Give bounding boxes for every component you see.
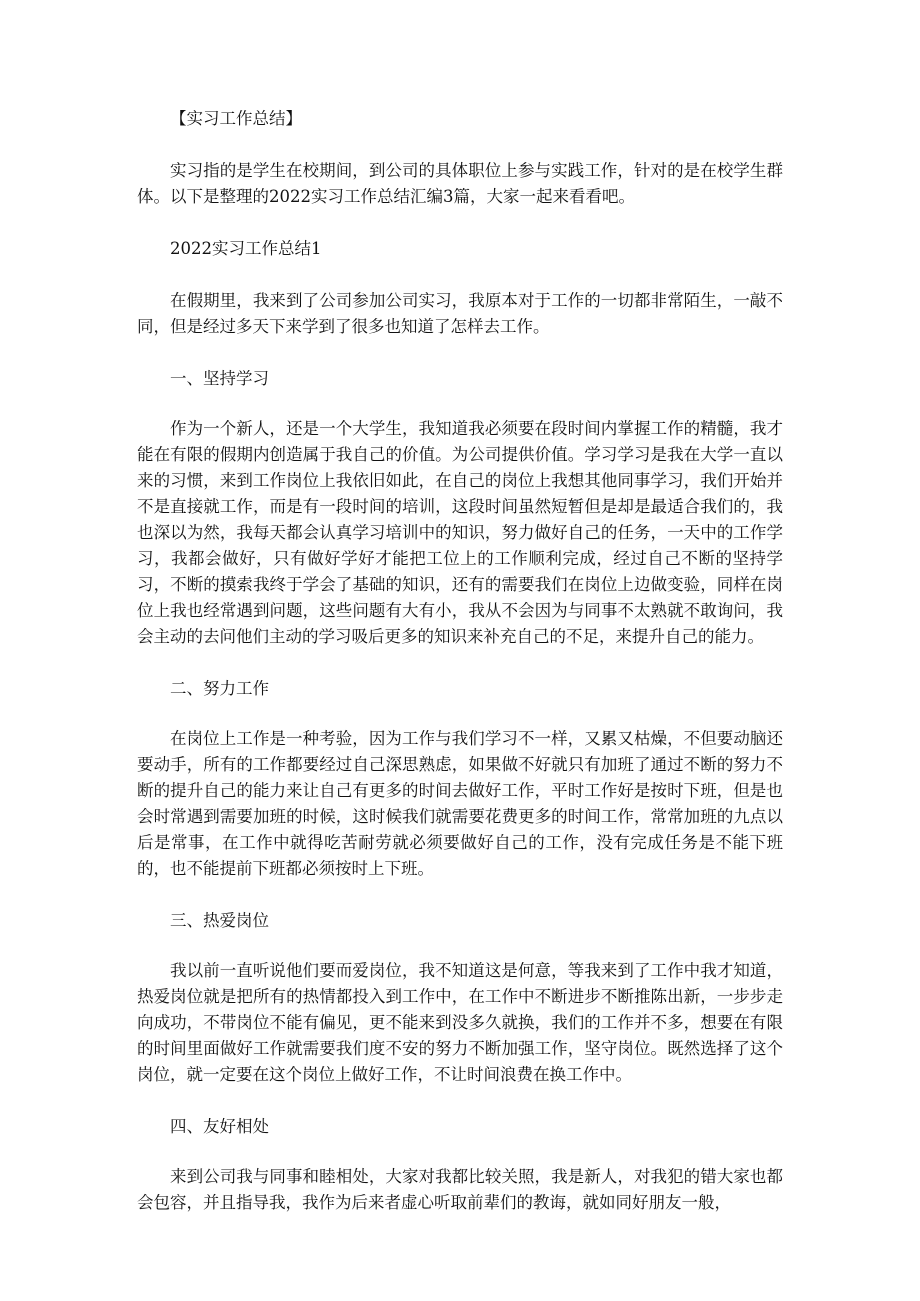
heading-keep-learning: 一、坚持学习 [170,369,269,388]
opening-paragraph: 在假期里，我来到了公司参加公司实习，我原本对于工作的一切都非常陌生，一敲不同，但是经过多天下来学到了很多也知道了怎样去工作。 [137,291,783,336]
heading-love-position: 三、热爱岗位 [170,911,269,930]
document-title: 【实习工作总结】 [170,109,302,128]
document-page [137,106,783,1242]
heading-get-along: 四、友好相处 [170,1117,269,1136]
paragraph-work-hard: 在岗位上工作是一种考验，因为工作与我们学习不一样，又累又枯燥，不但要动脑还要动手，所有的工作都要经过自己深思熟虑，如果做不好就只有加班了通过不断的努力不断的提升自己的能力来让自己有更多的时间去做好工作，平时工作好是按时下班，但是也会时常遇到需要加班的时候，这时候我们就需要花费更多的时间工作，常常加班的九点以后是常事，在工作中就得吃苦耐劳就必须要做好自己的工作，没有完成任务是不能下班的，也不能提前下班都必须按时上下班。 [137,729,783,878]
paragraph-love-position: 我以前一直听说他们要而爱岗位，我不知道这是何意，等我来到了工作中我才知道，热爱岗位就是把所有的热情都投入到工作中，在工作中不断进步不断推陈出新，一步步走向成功，不带岗位不能有偏见，更不能来到没多久就换，我们的工作并不多，想要在有限的时间里面做好工作就需要我们度不安的努力不断加强工作，坚守岗位。既然选择了这个岗位，就一定要在这个岗位上做好工作，不让时间浪费在换工作中。 [137,961,783,1084]
intro-paragraph: 实习指的是学生在校期间，到公司的具体职位上参与实践工作，针对的是在校学生群体。以下是整理的2022实习工作总结汇编3篇，大家一起来看看吧。 [137,161,783,206]
paragraph-get-along: 来到公司我与同事和睦相处，大家对我都比较关照，我是新人，对我犯的错大家也都会包容，并且指导我，我作为后来者虚心听取前辈们的教诲，就如同好朋友一般， [137,1167,783,1212]
section-title: 2022实习工作总结1 [170,239,322,258]
paragraph-keep-learning: 作为一个新人，还是一个大学生，我知道我必须要在段时间内掌握工作的精髓，我才能在有限的假期内创造属于我自己的价值。为公司提供价值。学习学习是我在大学一直以来的习惯，来到工作岗位上我依旧如此，在自己的岗位上我想其他同事学习，我们开始并不是直接就工作，而是有一段时间的培训，这段时间虽然短暂但是却是最适合我们的，我也深以为然，我每天都会认真学习培训中的知识，努力做好自己的任务，一天中的工作学习，我都会做好，只有做好学好才能把工位上的工作顺利完成，经过自己不断的坚持学习，不断的摸索我终于学会了基础的知识，还有的需要我们在岗位上边做变验，同样在岗位上我也经常遇到问题，这些问题有大有小，我从不会因为与同事不太熟就不敢询问，我会主动的去问他们主动的学习吸后更多的知识来补充自己的不足，来提升自己的能力。 [137,419,783,646]
heading-work-hard: 二、努力工作 [170,679,269,698]
